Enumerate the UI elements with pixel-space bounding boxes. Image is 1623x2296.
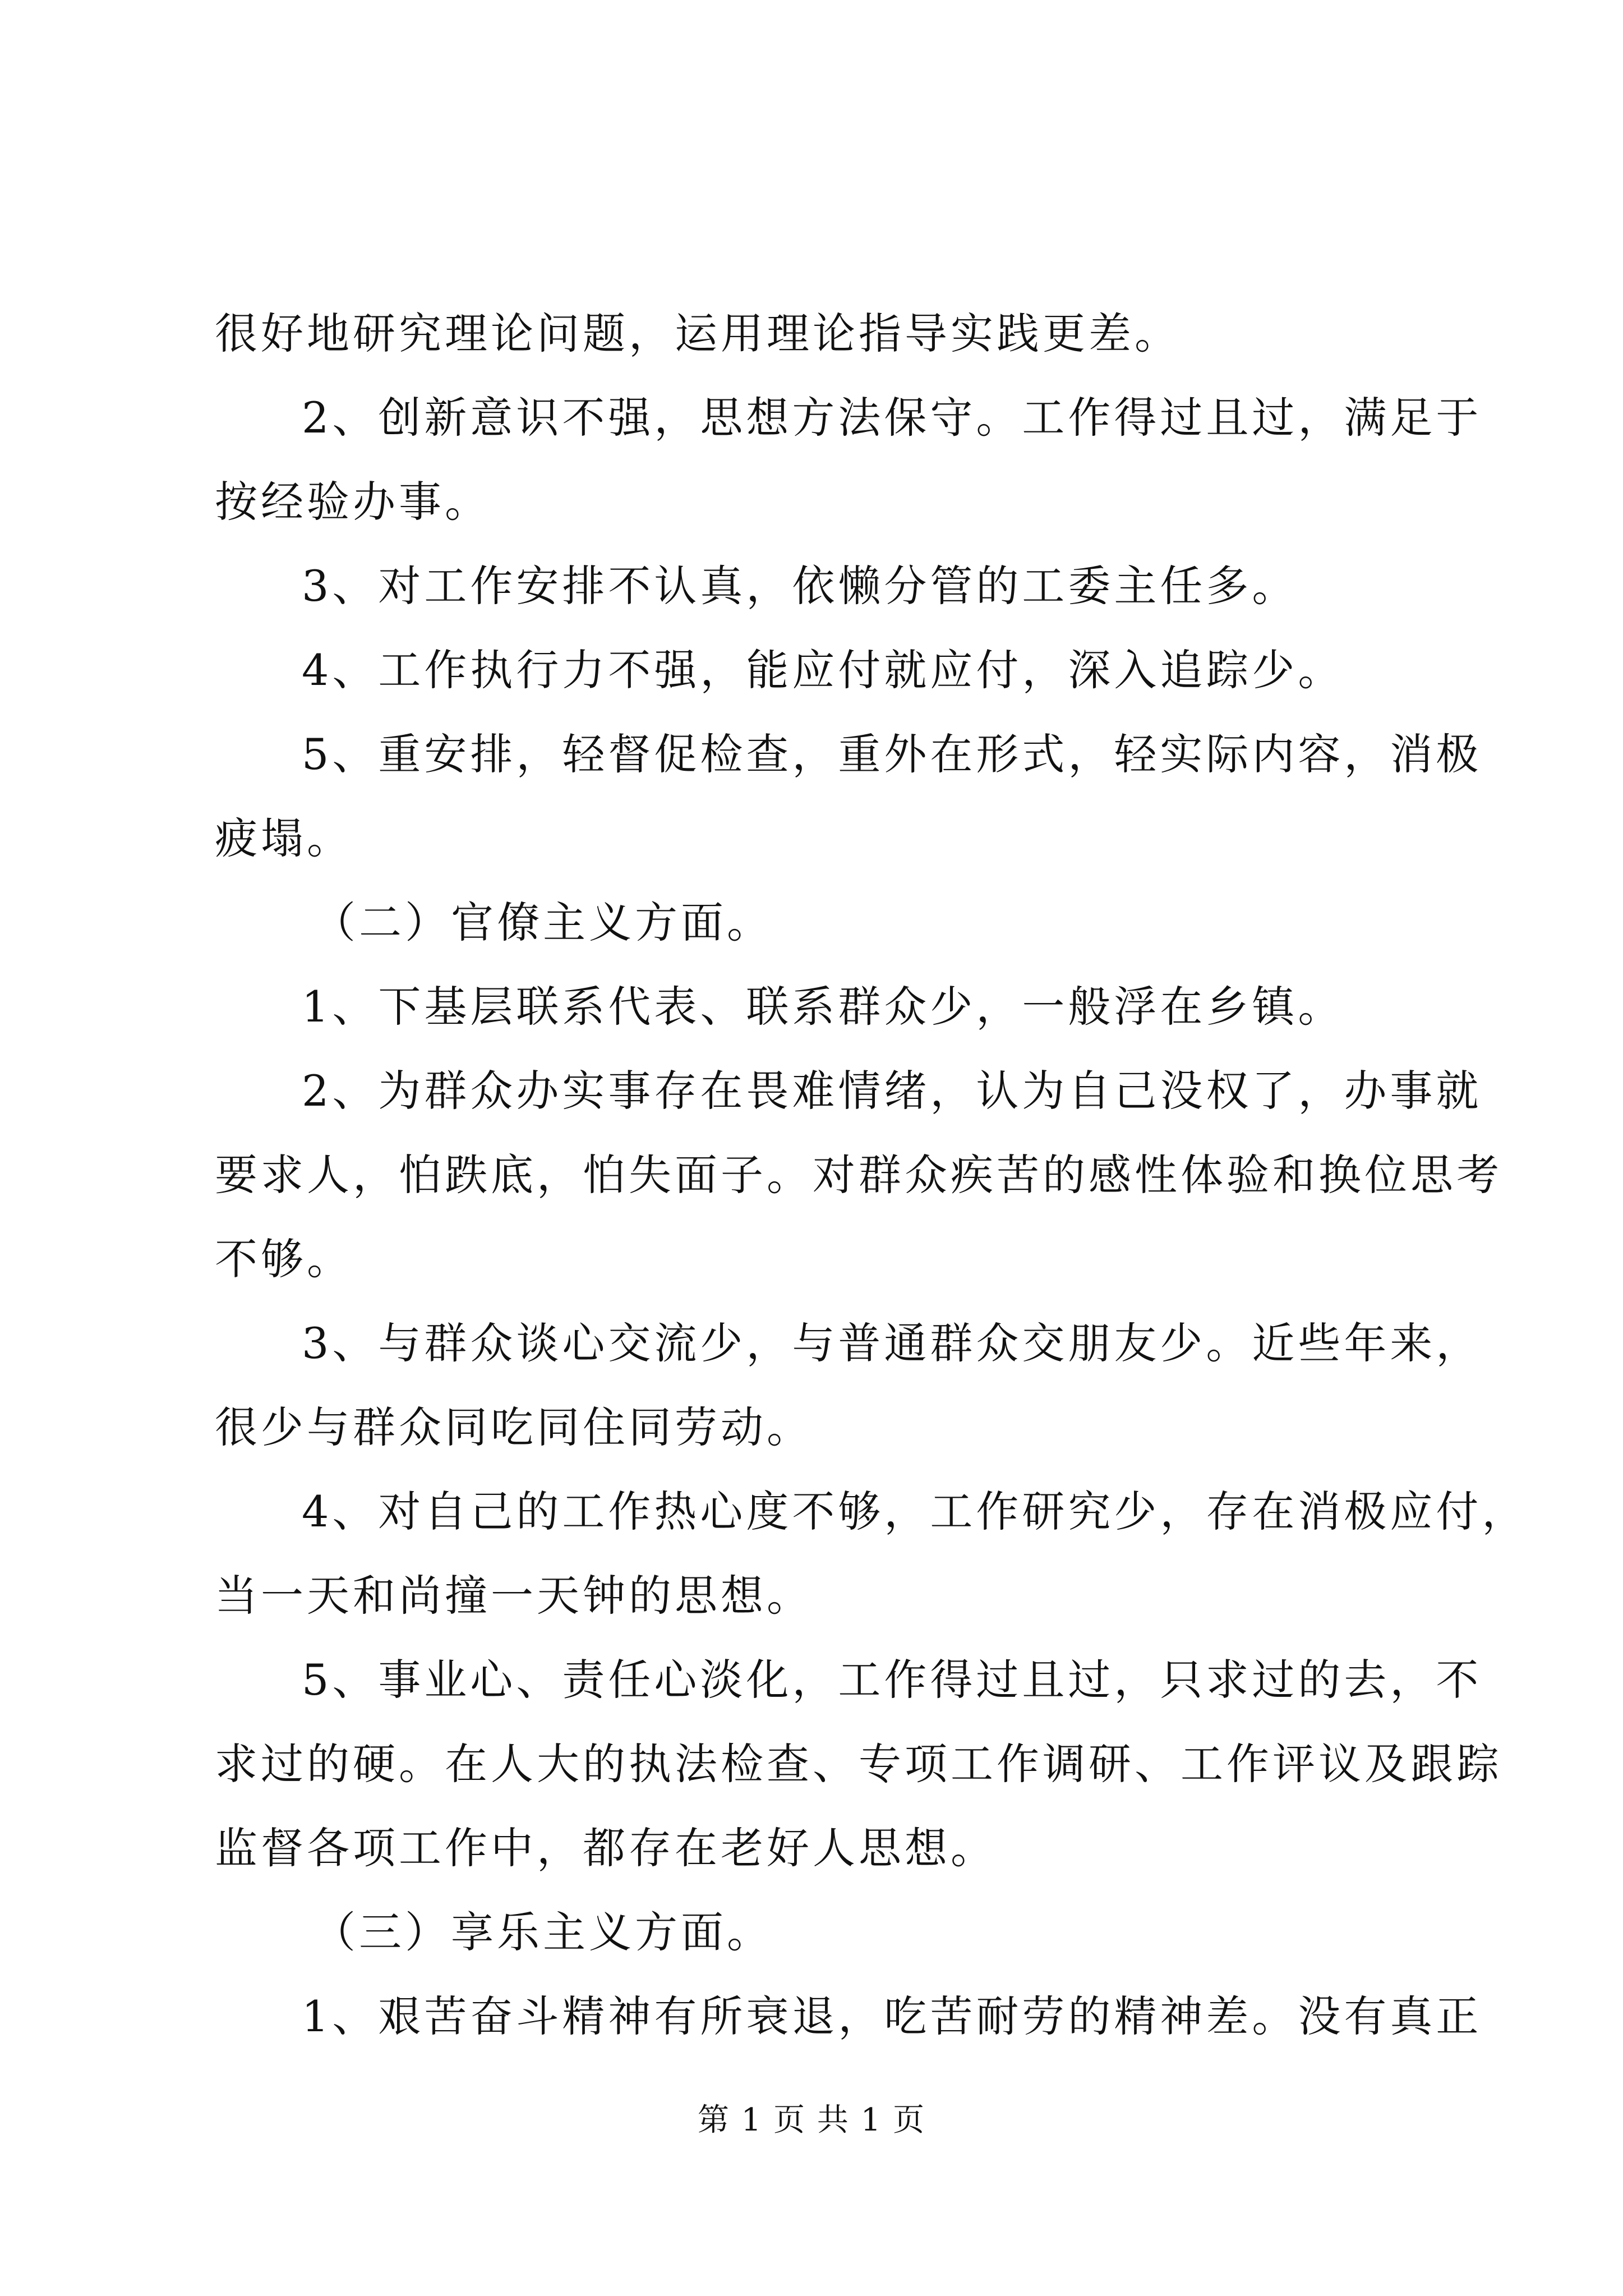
text-line: 求过的硬。在人大的执法检查、专项工作调研、工作评议及跟踪 (215, 1739, 1502, 1789)
text-line: 4、对自己的工作热心度不够，工作研究少，存在消极应付， (302, 1487, 1528, 1536)
text-line: 要求人，怕跌底，怕失面子。对群众疾苦的感性体验和换位思考 (215, 1150, 1502, 1200)
document-body (215, 292, 1528, 2059)
text-line: 很少与群众同吃同住同劳动。 (215, 1402, 813, 1452)
section-heading: （二）官僚主义方面。 (313, 898, 773, 947)
text-line: 很好地研究理论问题，运用理论指导实践更差。 (215, 309, 1181, 358)
text-line: 1、艰苦奋斗精神有所衰退，吃苦耐劳的精神差。没有真正 (302, 1991, 1482, 2041)
text-line: 3、与群众谈心交流少，与普通群众交朋友少。近些年来， (302, 1318, 1482, 1368)
text-line: 疲塌。 (215, 813, 353, 863)
text-line: 2、创新意识不强，思想方法保守。工作得过且过，满足于 (302, 393, 1482, 443)
text-line: 2、为群众办实事存在畏难情绪，认为自己没权了，办事就 (302, 1066, 1482, 1116)
text-line: 5、事业心、责任心淡化，工作得过且过，只求过的去，不 (302, 1655, 1482, 1705)
text-line: 当一天和尚撞一天钟的思想。 (215, 1571, 813, 1621)
section-heading: （三）享乐主义方面。 (313, 1907, 773, 1957)
text-line: 4、工作执行力不强，能应付就应付，深入追踪少。 (302, 645, 1344, 695)
text-line: 1、下基层联系代表、联系群众少，一般浮在乡镇。 (302, 982, 1344, 1032)
page-footer: 第 1 页 共 1 页 (697, 2102, 926, 2138)
text-line: 监督各项工作中，都存在老好人思想。 (215, 1823, 997, 1873)
text-line: 按经验办事。 (215, 477, 491, 527)
text-line: 3、对工作安排不认真，依懒分管的工委主任多。 (302, 561, 1298, 611)
text-line: 5、重安排，轻督促检查，重外在形式，轻实际内容，消极 (302, 729, 1482, 779)
text-line: 不够。 (215, 1234, 353, 1284)
